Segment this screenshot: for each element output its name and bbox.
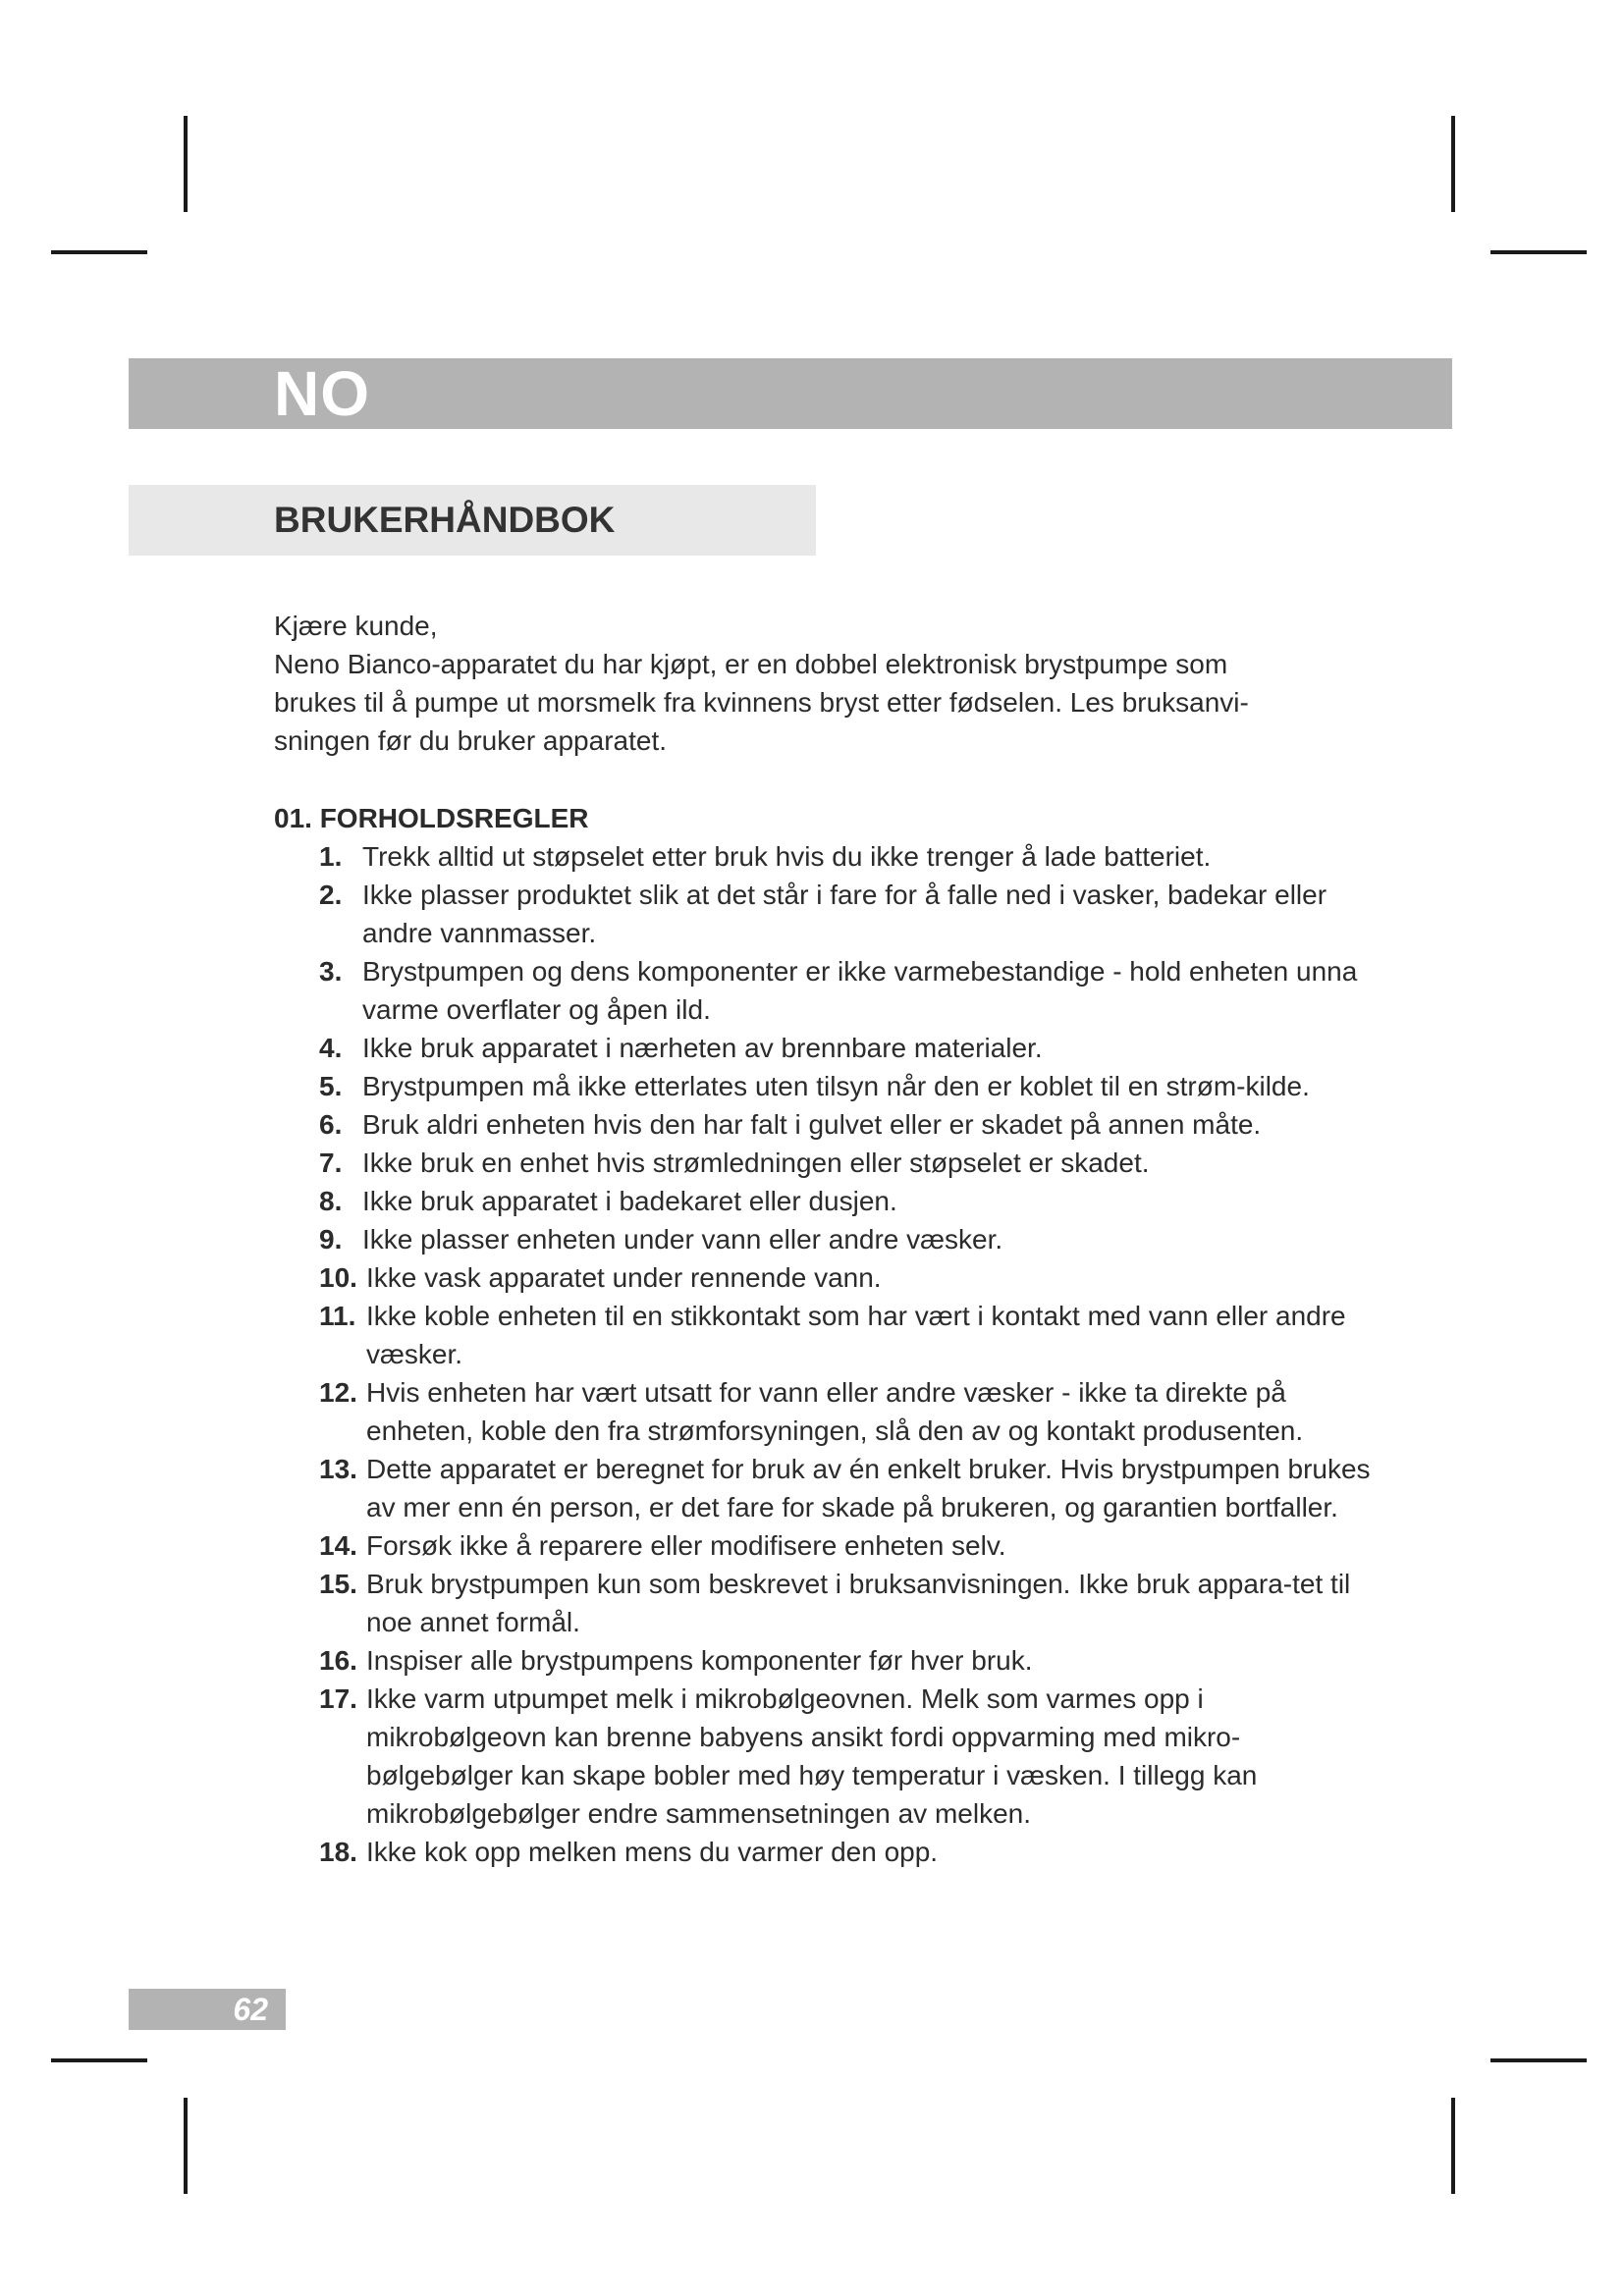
item-text: Trekk alltid ut støpselet etter bruk hvis du ikke trenger å lade batteriet.	[362, 841, 1212, 872]
intro	[274, 607, 1383, 760]
list-item	[319, 952, 1383, 1029]
language-bar	[129, 358, 1452, 429]
list-item	[319, 837, 1383, 876]
list-item	[319, 1565, 1383, 1641]
list-item	[319, 1297, 1383, 1373]
list-item	[319, 1220, 1383, 1258]
crop-mark-top-right-vertical	[1451, 116, 1455, 212]
list-item	[319, 1258, 1383, 1297]
list-item	[319, 876, 1383, 952]
list-item	[319, 1067, 1383, 1105]
item-text: Bruk brystpumpen kun som beskrevet i bruksanvisningen. Ikke bruk appara-tet til noe annet formål.	[366, 1569, 1351, 1637]
list-item	[319, 1450, 1383, 1526]
crop-mark-top-left-vertical	[184, 116, 188, 212]
page-number-tab	[129, 1989, 286, 2030]
item-number: 18.	[319, 1837, 357, 1867]
precautions-list	[274, 837, 1383, 1871]
crop-mark-bottom-left-vertical	[184, 2098, 188, 2194]
item-text: Inspiser alle brystpumpens komponenter før hver bruk.	[366, 1645, 1033, 1676]
language-code: NO	[274, 358, 370, 429]
page-title: BRUKERHÅNDBOK	[274, 500, 616, 540]
list-item	[319, 1641, 1383, 1680]
crop-mark-bottom-left-horizontal	[51, 2058, 147, 2062]
item-number: 2.	[319, 880, 343, 910]
item-number: 7.	[319, 1148, 343, 1178]
list-item	[319, 1680, 1383, 1833]
title-bar	[129, 485, 816, 556]
item-text: Ikke plasser produktet slik at det står i fare for å falle ned i vasker, badekar eller andre vannmasser.	[362, 880, 1327, 948]
item-number: 12.	[319, 1377, 357, 1408]
list-item	[319, 1833, 1383, 1871]
item-text: Ikke kok opp melken mens du varmer den opp.	[366, 1837, 939, 1867]
item-text: Ikke vask apparatet under rennende vann.	[366, 1262, 882, 1293]
page-number: 62	[233, 1992, 268, 2027]
item-number: 16.	[319, 1645, 357, 1676]
item-number: 17.	[319, 1683, 357, 1714]
item-text: Ikke bruk apparatet i badekaret eller dusjen.	[362, 1186, 897, 1216]
crop-mark-bottom-right-vertical	[1451, 2098, 1455, 2194]
item-text: Ikke varm utpumpet melk i mikrobølgeovnen. Melk som varmes opp i mikrobølgeovn kan brenne babyens ansikt fordi oppvarming med mikro-bølgebølger kan skape bobler med høy temperatur i væsken. I tillegg kan mikrobølgebølger endre sammensetningen av melken.	[366, 1683, 1258, 1829]
list-item	[319, 1144, 1383, 1182]
item-text: Hvis enheten har vært utsatt for vann eller andre væsker - ikke ta direkte på enheten, koble den fra strømforsyningen, slå den av og kontakt produsenten.	[366, 1377, 1304, 1446]
item-number: 13.	[319, 1454, 357, 1484]
item-number: 4.	[319, 1033, 343, 1063]
item-number: 3.	[319, 956, 343, 987]
greeting: Kjære kunde,	[274, 611, 438, 641]
item-number: 11.	[319, 1301, 356, 1331]
item-text: Ikke bruk en enhet hvis strømledningen eller støpselet er skadet.	[362, 1148, 1150, 1178]
list-item	[319, 1029, 1383, 1067]
item-text: Forsøk ikke å reparere eller modifisere enheten selv.	[366, 1530, 1006, 1561]
intro-line: brukes til å pumpe ut morsmelk fra kvinnens bryst etter fødselen. Les bruksanvi-	[274, 687, 1249, 718]
item-text: Ikke koble enheten til en stikkontakt som har vært i kontakt med vann eller andre væsker.	[366, 1301, 1346, 1369]
item-text: Brystpumpen må ikke etterlates uten tilsyn når den er koblet til en strøm-kilde.	[362, 1071, 1310, 1101]
item-number: 14.	[319, 1530, 357, 1561]
list-item	[319, 1105, 1383, 1144]
item-number: 1.	[319, 841, 343, 872]
list-item	[319, 1526, 1383, 1565]
intro-line: sningen før du bruker apparatet.	[274, 725, 668, 756]
item-number: 5.	[319, 1071, 343, 1101]
list-item	[319, 1373, 1383, 1450]
crop-mark-bottom-right-horizontal	[1490, 2058, 1587, 2062]
item-number: 10.	[319, 1262, 357, 1293]
item-text: Ikke bruk apparatet i nærheten av brennbare materialer.	[362, 1033, 1043, 1063]
item-number: 6.	[319, 1109, 343, 1140]
item-text: Brystpumpen og dens komponenter er ikke varmebestandige - hold enheten unna varme overflater og åpen ild.	[362, 956, 1358, 1025]
item-number: 15.	[319, 1569, 357, 1599]
crop-mark-top-right-horizontal	[1490, 250, 1587, 254]
intro-line: Neno Bianco-apparatet du har kjøpt, er en dobbel elektronisk brystpumpe som	[274, 649, 1228, 679]
item-text: Bruk aldri enheten hvis den har falt i gulvet eller er skadet på annen måte.	[362, 1109, 1262, 1140]
list-item	[319, 1182, 1383, 1220]
item-text: Dette apparatet er beregnet for bruk av én enkelt bruker. Hvis brystpumpen brukes av mer enn én person, er det fare for skade på brukeren, og garantien bortfaller.	[366, 1454, 1371, 1522]
crop-mark-top-left-horizontal	[51, 250, 147, 254]
item-number: 8.	[319, 1186, 343, 1216]
item-text: Ikke plasser enheten under vann eller andre væsker.	[362, 1224, 1003, 1255]
document-body	[274, 607, 1383, 1871]
item-number: 9.	[319, 1224, 343, 1255]
section-heading: 01. FORHOLDSREGLER	[274, 803, 589, 833]
